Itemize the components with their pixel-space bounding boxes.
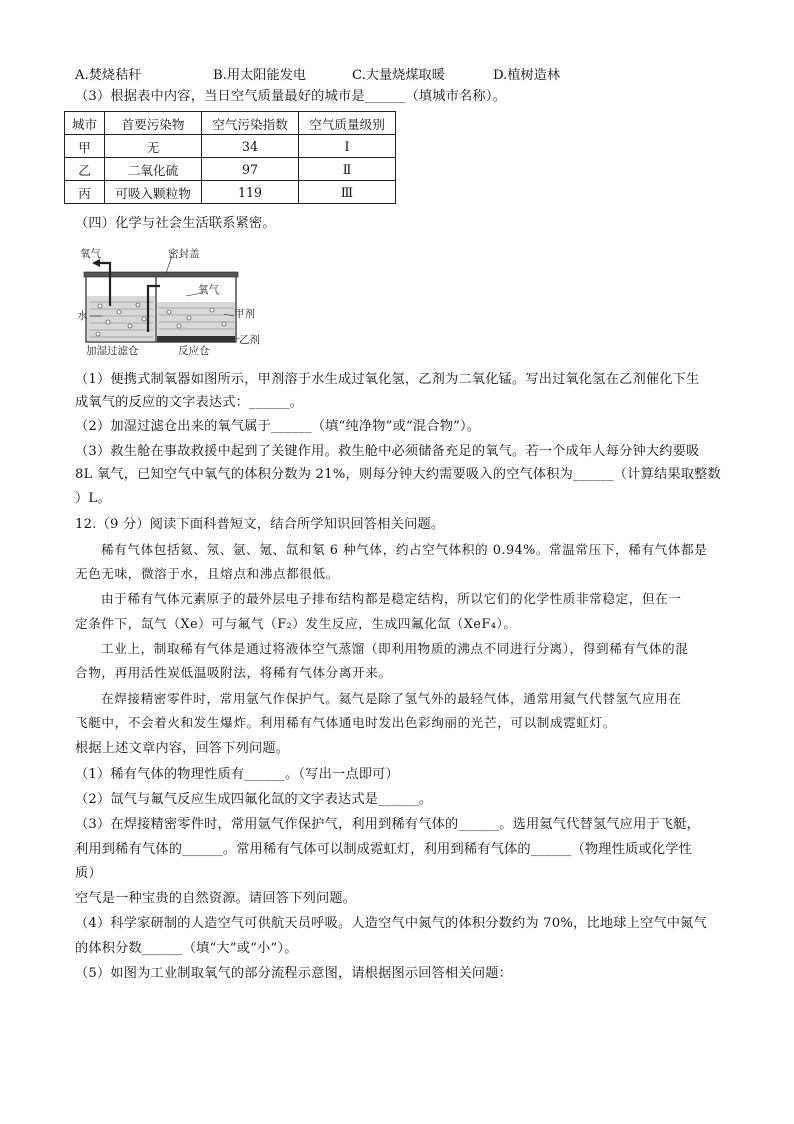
oxygen-arrow-icon bbox=[92, 259, 100, 267]
table-cell: Ⅱ bbox=[299, 158, 396, 181]
q4-part3-line1: （3）救生舱在事故救援中起到了关键作用。救生舱中必须储备充足的氧气。若一个成年人每分钟大约要吸 bbox=[75, 444, 700, 459]
label-agent-b: 乙剂 bbox=[239, 334, 260, 346]
label-oxygen-out: 氧气 bbox=[80, 248, 101, 260]
q12-sub3-line3: 质） bbox=[75, 866, 102, 881]
q12-intro: 根据上述文章内容，回答下列问题。 bbox=[75, 741, 290, 756]
table-row bbox=[65, 181, 396, 204]
oxygen-generator-diagram bbox=[74, 246, 264, 358]
article-para3-line1: 工业上，制取稀有气体是通过将液体空气蒸馏（即利用物质的沸点不同进行分离），得到稀有气体的混 bbox=[101, 641, 689, 656]
q4-part1-line2: 成氧气的反应的文字表达式：______。 bbox=[75, 395, 304, 410]
table-cell: 97 bbox=[202, 158, 299, 181]
q12-sub2: （2）氙气与氟气反应生成四氟化氙的文字表达式是______。 bbox=[75, 792, 433, 807]
seal-lid bbox=[84, 272, 238, 277]
table-row bbox=[65, 158, 396, 181]
q12-sub4-line1: （4）科学家研制的人造空气可供航天员呼吸。人造空气中氮气的体积分数约为 70%，比地球上空气中氮气 bbox=[75, 916, 707, 931]
table-cell: 可吸入颗粒物 bbox=[105, 181, 202, 204]
table-header-cell: 空气污染指数 bbox=[202, 112, 299, 135]
q12-sub5: （5）如图为工业制取氧气的部分流程示意图，请根据图示回答相关问题： bbox=[75, 966, 512, 981]
q12-sub3-line1: （3）在焊接精密零件时，常用氩气作保护气，利用到稀有气体的______。选用氦气代替氢气应用于飞艇， bbox=[75, 817, 701, 832]
q4-part2: （2）加湿过滤仓出来的氧气属于______（填“纯净物”或“混合物”）。 bbox=[75, 419, 481, 434]
article-para1-line2: 无色无味，微溶于水，且熔点和沸点都很低。 bbox=[75, 566, 339, 581]
table-cell: Ⅲ bbox=[299, 181, 396, 204]
table-cell: 甲 bbox=[65, 135, 105, 158]
table-cell: 119 bbox=[202, 181, 299, 204]
article-para2-line2: 定条件下，氙气（Xe）可与氟气（F₂）发生反应，生成四氟化氙（XeF₄）。 bbox=[75, 616, 517, 631]
air-quality-table bbox=[64, 111, 396, 204]
question-3-text: （3）根据表中内容，当日空气质量最好的城市是______（填城市名称）。 bbox=[75, 89, 506, 104]
table-cell: 丙 bbox=[65, 181, 105, 204]
article-para1-line1: 稀有气体包括氦、氖、氩、氪、氙和氡 6 种气体，约占空气体积的 0.94%。常温常压下，稀有气体都是 bbox=[101, 542, 708, 557]
question-12-header: 12.（9 分）阅读下面科普短文，结合所学知识回答相关问题。 bbox=[75, 517, 445, 532]
table-row bbox=[65, 135, 396, 158]
label-water: 水 bbox=[77, 310, 88, 322]
table-cell: 无 bbox=[105, 135, 202, 158]
q12-sub1: （1）稀有气体的物理性质有______。（写出一点即可） bbox=[75, 767, 399, 782]
article-para3-line2: 合物，再用活性炭低温吸附法，将稀有气体分离开来。 bbox=[75, 665, 392, 680]
agent-b-layer bbox=[157, 336, 235, 342]
option-c: C.大量烧煤取暖 bbox=[352, 68, 445, 83]
article-para4-line2: 飞艇中，不会着火和发生爆炸。利用稀有气体通电时发出色彩绚丽的光芒，可以制成霓虹灯。 bbox=[75, 715, 616, 730]
q4-part1-line1: （1）便携式制氧器如图所示，甲剂溶于水生成过氧化氢，乙剂为二氧化锰。写出过氧化氢在乙剂催化下生 bbox=[75, 372, 700, 387]
label-seal-lid: 密封盖 bbox=[168, 248, 200, 260]
q4-part3-line2: 8L 氧气，已知空气中氧气的体积分数为 21%，则每分钟大约需要吸入的空气体积为______（计算结果取整数 bbox=[75, 467, 721, 482]
section-4-title: （四）化学与社会生活联系紧密。 bbox=[75, 216, 276, 231]
label-humidifier-chamber: 加湿过滤仓 bbox=[86, 345, 139, 357]
option-b: B.用太阳能发电 bbox=[213, 68, 307, 83]
q12-sub3-line2: 利用到稀有气体的______。常用稀有气体可以制成霓虹灯，利用到稀有气体的______（物理性质或化学性 bbox=[75, 842, 693, 857]
table-header-row bbox=[65, 112, 396, 135]
label-reaction-chamber: 反应仓 bbox=[178, 345, 210, 357]
air-resource-intro: 空气是一种宝贵的自然资源。请回答下列问题。 bbox=[75, 891, 357, 906]
article-para4-line1: 在焊接精密零件时，常用氩气作保护气。氦气是除了氢气外的最轻气体，通常用氦气代替氢气应用在 bbox=[101, 691, 682, 706]
label-oxygen-inside: 氧气 bbox=[198, 284, 219, 296]
article-para2-line1: 由于稀有气体元素原子的最外层电子排布结构都是稳定结构，所以它们的化学性质非常稳定，但在一 bbox=[101, 591, 682, 606]
q12-sub4-line2: 的体积分数______（填“大”或“小”）。 bbox=[75, 941, 298, 956]
table-cell: 乙 bbox=[65, 158, 105, 181]
label-agent-a: 甲剂 bbox=[234, 308, 255, 320]
table-header-cell: 空气质量级别 bbox=[299, 112, 396, 135]
option-d: D.植树造林 bbox=[493, 68, 561, 83]
q4-part3-line3: ）L。 bbox=[75, 491, 111, 506]
table-cell: 34 bbox=[202, 135, 299, 158]
table-header-cell: 城市 bbox=[65, 112, 105, 135]
table-cell: Ⅰ bbox=[299, 135, 396, 158]
table-cell: 二氧化硫 bbox=[105, 158, 202, 181]
table-header-cell: 首要污染物 bbox=[105, 112, 202, 135]
option-a: A.焚烧秸秆 bbox=[75, 68, 142, 83]
